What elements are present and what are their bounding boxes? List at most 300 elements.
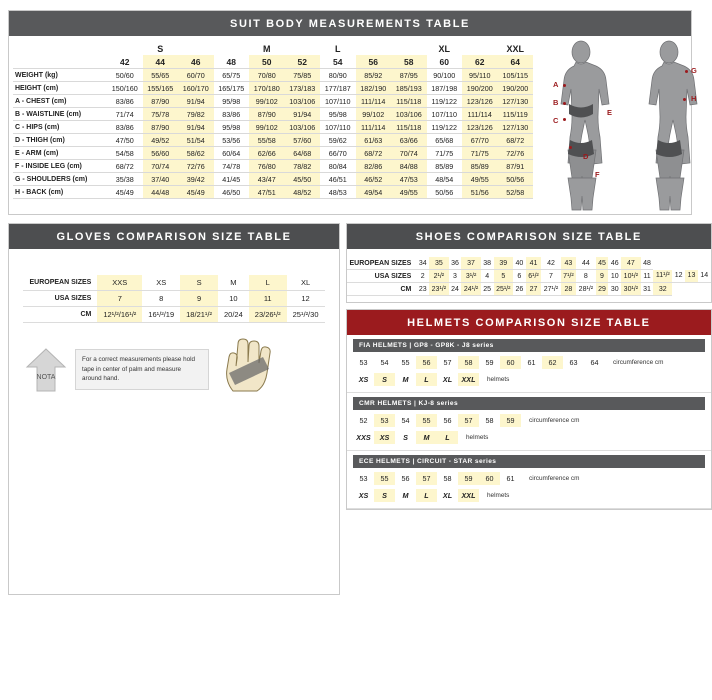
suit-size-number: 64 — [498, 55, 534, 69]
suit-cell: 185/193 — [391, 82, 427, 95]
helmet-row — [353, 489, 705, 502]
suit-cell: 76/80 — [249, 160, 285, 173]
shoes-cell: 34 — [416, 257, 429, 270]
shoes-cell: 6 — [513, 270, 526, 283]
suit-cell: 55/65 — [143, 69, 179, 82]
suit-cell: 44/48 — [143, 186, 179, 199]
suit-size-number: 58 — [391, 55, 427, 69]
suit-cell: 155/165 — [143, 82, 179, 95]
suit-cell: 107/110 — [320, 121, 356, 134]
gloves-section — [8, 223, 340, 595]
shoes-cell: 32 — [653, 283, 672, 296]
helmet-cell: 55 — [374, 472, 395, 485]
suit-size-number: 46 — [178, 55, 214, 69]
gloves-table — [23, 275, 324, 323]
suit-cell: 99/102 — [249, 95, 285, 108]
suit-cell: 83/86 — [107, 121, 143, 134]
shoes-cell: 13 — [685, 270, 698, 283]
shoes-row-label: EUROPEAN SIZES — [347, 257, 416, 270]
suit-group-label — [107, 42, 143, 55]
suit-row-label: HEIGHT (cm) — [13, 82, 107, 95]
helmet-cell: XS — [358, 491, 369, 500]
gloves-cell: 12¹/²/16¹/² — [97, 307, 142, 323]
shoes-cell: 38 — [481, 257, 494, 270]
shoes-cell: 23¹/² — [429, 283, 448, 296]
shoes-cell: 11¹/² — [653, 270, 672, 283]
shoes-cell: 7¹/² — [561, 270, 577, 283]
helmet-cell: 57 — [443, 358, 452, 367]
table-row — [347, 257, 711, 270]
table-row — [13, 160, 533, 173]
suit-cell: 49/54 — [356, 186, 392, 199]
suit-cell: 56/60 — [143, 147, 179, 160]
helmet-cell: 56 — [416, 356, 437, 369]
shoes-cell: 41 — [526, 257, 542, 270]
shoes-table — [347, 257, 711, 296]
helmet-cell: M — [416, 431, 437, 444]
suit-cell: 85/89 — [427, 160, 463, 173]
helmet-block — [347, 335, 711, 393]
suit-cell: 82/86 — [356, 160, 392, 173]
suit-cell: 103/106 — [391, 108, 427, 121]
suit-row-label: C - HIPS (cm) — [13, 121, 107, 134]
label-E: E — [607, 108, 613, 117]
helmet-row — [353, 414, 705, 427]
suit-section — [8, 10, 697, 215]
shoes-cell: 2¹/² — [429, 270, 448, 283]
shoes-cell: 28¹/² — [576, 283, 595, 296]
suit-cell: 87/95 — [391, 69, 427, 82]
shoes-cell: 2 — [416, 270, 429, 283]
helmet-cell: 55 — [401, 358, 410, 367]
gloves-cell: 25¹/²/30 — [287, 307, 325, 323]
suit-cell: 103/106 — [285, 121, 321, 134]
gloves-cell: 7 — [97, 291, 142, 307]
suit-group-label: XXL — [506, 43, 524, 54]
helmets-title: HELMETS COMPARISON SIZE TABLE — [347, 310, 711, 335]
shoes-cell: 23 — [416, 283, 429, 296]
shoes-cell: 9 — [596, 270, 609, 283]
gloves-cell: 20/24 — [218, 307, 249, 323]
suit-cell: 170/180 — [249, 82, 285, 95]
helmet-band-label: CMR HELMETS | KJ-8 series — [353, 397, 705, 410]
nota-text: For a correct measurements please hold tape in center of palm and measure around hand. — [75, 349, 209, 389]
suit-size-number: 50 — [249, 55, 285, 69]
suit-row-label: G - SHOULDERS (cm) — [13, 173, 107, 186]
helmet-cell: 57 — [416, 472, 437, 485]
table-row — [13, 95, 533, 108]
helmet-cell: S — [403, 433, 408, 442]
shoes-cell: 28 — [561, 283, 577, 296]
shoes-cell: 44 — [576, 257, 595, 270]
shoes-cell: 24 — [449, 283, 462, 296]
suit-size-number: 52 — [285, 55, 321, 69]
suit-cell: 51/56 — [462, 186, 498, 199]
suit-cell: 52/58 — [498, 186, 534, 199]
shoes-cell: 40 — [513, 257, 526, 270]
gloves-cell: XL — [287, 275, 325, 291]
shoes-cell: 48 — [641, 257, 654, 270]
helmet-cell: M — [402, 491, 409, 500]
suit-cell: 78/82 — [285, 160, 321, 173]
suit-cell: 70/74 — [391, 147, 427, 160]
svg-text:NOTA: NOTA — [36, 373, 56, 381]
gloves-cell: XXS — [97, 275, 142, 291]
suit-cell: 90/100 — [427, 69, 463, 82]
suit-cell: 95/98 — [214, 95, 250, 108]
helmet-cell: 62 — [542, 356, 563, 369]
helmet-cell: 60 — [500, 356, 521, 369]
helmet-cell: 64 — [590, 358, 599, 367]
helmet-block — [347, 451, 711, 509]
suit-cell: 63/66 — [391, 134, 427, 147]
gloves-cell: L — [249, 275, 287, 291]
suit-cell: 68/72 — [356, 147, 392, 160]
suit-cell: 150/160 — [107, 82, 143, 95]
suit-cell: 165/175 — [214, 82, 250, 95]
suit-cell: 91/94 — [285, 108, 321, 121]
helmet-cell: 54 — [401, 416, 410, 425]
suit-cell: 71/75 — [427, 147, 463, 160]
right-column — [346, 223, 712, 595]
helmet-row-note: helmets — [487, 376, 510, 383]
shoes-cell: 4 — [481, 270, 494, 283]
gloves-row-label: EUROPEAN SIZES — [23, 275, 97, 291]
label-A: A — [553, 80, 559, 89]
suit-size-number: 48 — [214, 55, 250, 69]
helmet-cell: 60 — [479, 472, 500, 485]
suit-cell: 75/85 — [285, 69, 321, 82]
shoes-cell: 42 — [541, 257, 560, 270]
label-C: C — [553, 116, 559, 125]
shoes-cell: 25¹/² — [494, 283, 513, 296]
table-row — [13, 69, 533, 82]
suit-cell: 50/60 — [107, 69, 143, 82]
shoes-cell: 27¹/² — [541, 283, 560, 296]
suit-cell: 177/187 — [320, 82, 356, 95]
helmet-row — [353, 431, 705, 444]
suit-cell: 111/114 — [356, 121, 392, 134]
helmet-row — [353, 472, 705, 485]
gloves-title: GLOVES COMPARISON SIZE TABLE — [9, 224, 339, 249]
helmet-cell: 58 — [458, 356, 479, 369]
helmet-cell: 61 — [506, 474, 515, 483]
label-F: F — [595, 170, 600, 179]
suit-cell: 72/76 — [178, 160, 214, 173]
suit-cell: 71/74 — [107, 108, 143, 121]
suit-cell: 46/50 — [214, 186, 250, 199]
suit-cell: 83/86 — [214, 108, 250, 121]
shoes-title: SHOES COMPARISON SIZE TABLE — [347, 224, 711, 249]
gloves-note — [23, 339, 339, 400]
helmet-cell: XXS — [356, 433, 371, 442]
suit-cell: 45/49 — [107, 186, 143, 199]
helmet-cell: 53 — [359, 474, 368, 483]
suit-cell: 46/51 — [320, 173, 356, 186]
gloves-cell: S — [180, 275, 218, 291]
suit-row-label: F - INSIDE LEG (cm) — [13, 160, 107, 173]
shoes-cell: 11 — [641, 270, 654, 283]
suit-cell: 182/190 — [356, 82, 392, 95]
shoes-cell: 46 — [608, 257, 621, 270]
shoes-cell: 47 — [621, 257, 640, 270]
shoes-cell: 45 — [596, 257, 609, 270]
suit-cell: 68/72 — [107, 160, 143, 173]
helmet-row-note: circumference cm — [529, 475, 580, 482]
helmet-cell: M — [402, 375, 409, 384]
suit-cell: 51/54 — [178, 134, 214, 147]
suit-row-label: E - ARM (cm) — [13, 147, 107, 160]
suit-group-label — [178, 42, 214, 55]
label-B: B — [553, 98, 559, 107]
front-figure — [543, 40, 619, 212]
gloves-row-label: USA SIZES — [23, 291, 97, 307]
suit-cell: 37/40 — [143, 173, 179, 186]
shoes-cell: 39 — [494, 257, 513, 270]
suit-row-label: WEIGHT (kg) — [13, 69, 107, 82]
shoes-cell: 10¹/² — [621, 270, 640, 283]
table-row — [13, 108, 533, 121]
table-row — [347, 283, 711, 296]
suit-row-label: B - WAISTLINE (cm) — [13, 108, 107, 121]
suit-cell: 127/130 — [498, 121, 534, 134]
suit-cell: 53/56 — [214, 134, 250, 147]
suit-cell: 87/90 — [249, 108, 285, 121]
suit-cell: 65/75 — [214, 69, 250, 82]
helmet-cell: XS — [358, 375, 369, 384]
helmet-cell: XXL — [458, 373, 479, 386]
shoes-cell: 35 — [429, 257, 448, 270]
shoes-cell: 10 — [608, 270, 621, 283]
helmet-cell: XL — [442, 491, 453, 500]
helmets-section — [346, 309, 712, 510]
shoes-cell: 6¹/² — [526, 270, 542, 283]
helmet-band-label: ECE HELMETS | CIRCUIT - STAR series — [353, 455, 705, 468]
suit-group-label — [391, 42, 427, 55]
suit-cell: 72/76 — [498, 147, 534, 160]
suit-cell: 62/66 — [249, 147, 285, 160]
helmet-cell: L — [416, 373, 437, 386]
shoes-cell: 30¹/² — [621, 283, 640, 296]
suit-cell: 66/70 — [320, 147, 356, 160]
gloves-cell: 16¹/²/19 — [142, 307, 180, 323]
helmet-cell: 55 — [416, 414, 437, 427]
helmet-row — [353, 373, 705, 386]
gloves-cell: 11 — [249, 291, 287, 307]
suit-cell: 45/50 — [285, 173, 321, 186]
suit-group-label — [356, 42, 392, 55]
table-row — [13, 147, 533, 160]
suit-cell: 49/55 — [391, 186, 427, 199]
suit-cell: 54/58 — [107, 147, 143, 160]
helmet-cell: 52 — [359, 416, 368, 425]
suit-cell: 85/89 — [462, 160, 498, 173]
suit-group-header-row — [13, 42, 533, 55]
table-row — [13, 121, 533, 134]
shoes-section — [346, 223, 712, 303]
suit-cell: 47/53 — [391, 173, 427, 186]
shoes-cell: 30 — [608, 283, 621, 296]
helmet-cell: 59 — [458, 472, 479, 485]
suit-cell: 111/114 — [356, 95, 392, 108]
suit-cell: 43/47 — [249, 173, 285, 186]
suit-table-container — [9, 36, 535, 199]
suit-cell: 47/50 — [107, 134, 143, 147]
helmet-cell: L — [437, 431, 458, 444]
suit-cell: 45/49 — [178, 186, 214, 199]
shoes-cell: 5 — [494, 270, 513, 283]
suit-cell: 95/98 — [214, 121, 250, 134]
table-row — [13, 186, 533, 199]
helmet-cell: 59 — [485, 358, 494, 367]
suit-cell: 111/114 — [462, 108, 498, 121]
helmet-cell: 58 — [443, 474, 452, 483]
suit-size-number: 42 — [107, 55, 143, 69]
suit-group-label — [214, 42, 250, 55]
suit-cell: 123/126 — [462, 95, 498, 108]
gloves-cell: XS — [142, 275, 180, 291]
suit-size-number: 62 — [462, 55, 498, 69]
suit-group-label: M — [263, 43, 271, 54]
suit-cell: 119/122 — [427, 95, 463, 108]
suit-cell: 70/74 — [143, 160, 179, 173]
suit-cell: 187/198 — [427, 82, 463, 95]
helmet-cell: 54 — [380, 358, 389, 367]
gloves-cell: 23/26¹/² — [249, 307, 287, 323]
suit-cell: 47/51 — [249, 186, 285, 199]
suit-cell: 87/90 — [143, 121, 179, 134]
shoes-cell: 31 — [641, 283, 654, 296]
gloves-cell: 8 — [142, 291, 180, 307]
suit-cell: 190/200 — [462, 82, 498, 95]
table-row — [23, 307, 324, 323]
shoes-cell: 25 — [481, 283, 494, 296]
suit-cell: 71/75 — [462, 147, 498, 160]
helmet-cell: 53 — [374, 414, 395, 427]
suit-cell: 99/102 — [249, 121, 285, 134]
table-row — [23, 291, 324, 307]
suit-cell: 39/42 — [178, 173, 214, 186]
suit-cell: 119/122 — [427, 121, 463, 134]
suit-cell: 87/91 — [498, 160, 534, 173]
suit-cell: 160/170 — [178, 82, 214, 95]
suit-cell: 115/118 — [391, 121, 427, 134]
suit-measurements-table — [13, 42, 533, 199]
gloves-cell: 10 — [218, 291, 249, 307]
gloves-cell: 12 — [287, 291, 325, 307]
suit-title: SUIT BODY MEASUREMENTS TABLE — [9, 11, 691, 36]
helmet-cell: 56 — [443, 416, 452, 425]
suit-cell: 57/60 — [285, 134, 321, 147]
suit-group-label: S — [157, 43, 164, 54]
shoes-cell: 29 — [596, 283, 609, 296]
suit-group-label: L — [335, 43, 341, 54]
suit-cell: 41/45 — [214, 173, 250, 186]
gloves-cell: M — [218, 275, 249, 291]
suit-cell: 60/64 — [214, 147, 250, 160]
helmet-cell: 58 — [485, 416, 494, 425]
suit-cell: 91/94 — [178, 95, 214, 108]
suit-cell: 87/90 — [143, 95, 179, 108]
suit-size-number: 44 — [143, 55, 179, 69]
helmet-cell: 63 — [569, 358, 578, 367]
shoes-cell: 37 — [461, 257, 480, 270]
suit-cell: 68/72 — [498, 134, 534, 147]
helmet-cell: XL — [442, 375, 453, 384]
suit-cell: 50/56 — [427, 186, 463, 199]
suit-cell: 48/54 — [427, 173, 463, 186]
suit-cell: 123/126 — [462, 121, 498, 134]
shoes-cell: 24¹/² — [461, 283, 480, 296]
table-row — [13, 134, 533, 147]
suit-size-number: 60 — [427, 55, 463, 69]
shoes-cell: 3¹/² — [461, 270, 480, 283]
suit-cell: 99/102 — [356, 108, 392, 121]
suit-cell: 50/56 — [498, 173, 534, 186]
suit-cell: 48/52 — [285, 186, 321, 199]
shoes-cell: 27 — [526, 283, 542, 296]
suit-cell: 35/38 — [107, 173, 143, 186]
shoes-cell: 36 — [449, 257, 462, 270]
shoes-cell: 43 — [561, 257, 577, 270]
helmet-cell: XS — [374, 431, 395, 444]
shoes-cell: 8 — [576, 270, 595, 283]
helmet-cell: S — [374, 489, 395, 502]
suit-cell: 46/52 — [356, 173, 392, 186]
suit-cell: 60/70 — [178, 69, 214, 82]
suit-cell: 83/86 — [107, 95, 143, 108]
helmet-cell: XXL — [458, 489, 479, 502]
suit-cell: 115/118 — [391, 95, 427, 108]
suit-size-number: 56 — [356, 55, 392, 69]
suit-cell: 85/92 — [356, 69, 392, 82]
helmet-cell: 61 — [527, 358, 536, 367]
suit-group-label — [462, 42, 498, 55]
helmet-band-label: FIA HELMETS | GP8 - GP8K - J8 series — [353, 339, 705, 352]
helmet-cell: S — [374, 373, 395, 386]
helmet-cell: 56 — [401, 474, 410, 483]
suit-cell: 91/94 — [178, 121, 214, 134]
suit-cell: 75/78 — [143, 108, 179, 121]
shoes-row-label: CM — [347, 283, 416, 296]
helmet-cell: 57 — [458, 414, 479, 427]
suit-cell: 48/53 — [320, 186, 356, 199]
helmet-block — [347, 393, 711, 451]
suit-cell: 61/63 — [356, 134, 392, 147]
suit-cell: 80/84 — [320, 160, 356, 173]
helmet-row-note: circumference cm — [529, 417, 580, 424]
helmet-row-note: helmets — [466, 434, 489, 441]
table-row — [23, 275, 324, 291]
suit-cell: 103/106 — [285, 95, 321, 108]
suit-cell: 59/62 — [320, 134, 356, 147]
helmet-row-note: circumference cm — [613, 359, 664, 366]
suit-size-header-row — [13, 55, 533, 69]
suit-size-number: 54 — [320, 55, 356, 69]
suit-cell: 190/200 — [498, 82, 534, 95]
suit-row-label: H - BACK (cm) — [13, 186, 107, 199]
suit-cell: 79/82 — [178, 108, 214, 121]
table-row — [13, 173, 533, 186]
helmet-cell: L — [416, 489, 437, 502]
suit-cell: 67/70 — [462, 134, 498, 147]
suit-cell: 84/88 — [391, 160, 427, 173]
suit-group-label: XL — [438, 43, 450, 54]
suit-row-label: A - CHEST (cm) — [13, 95, 107, 108]
suit-cell: 74/78 — [214, 160, 250, 173]
hand-icon — [215, 339, 285, 400]
shoes-cell: 12 — [672, 270, 685, 283]
